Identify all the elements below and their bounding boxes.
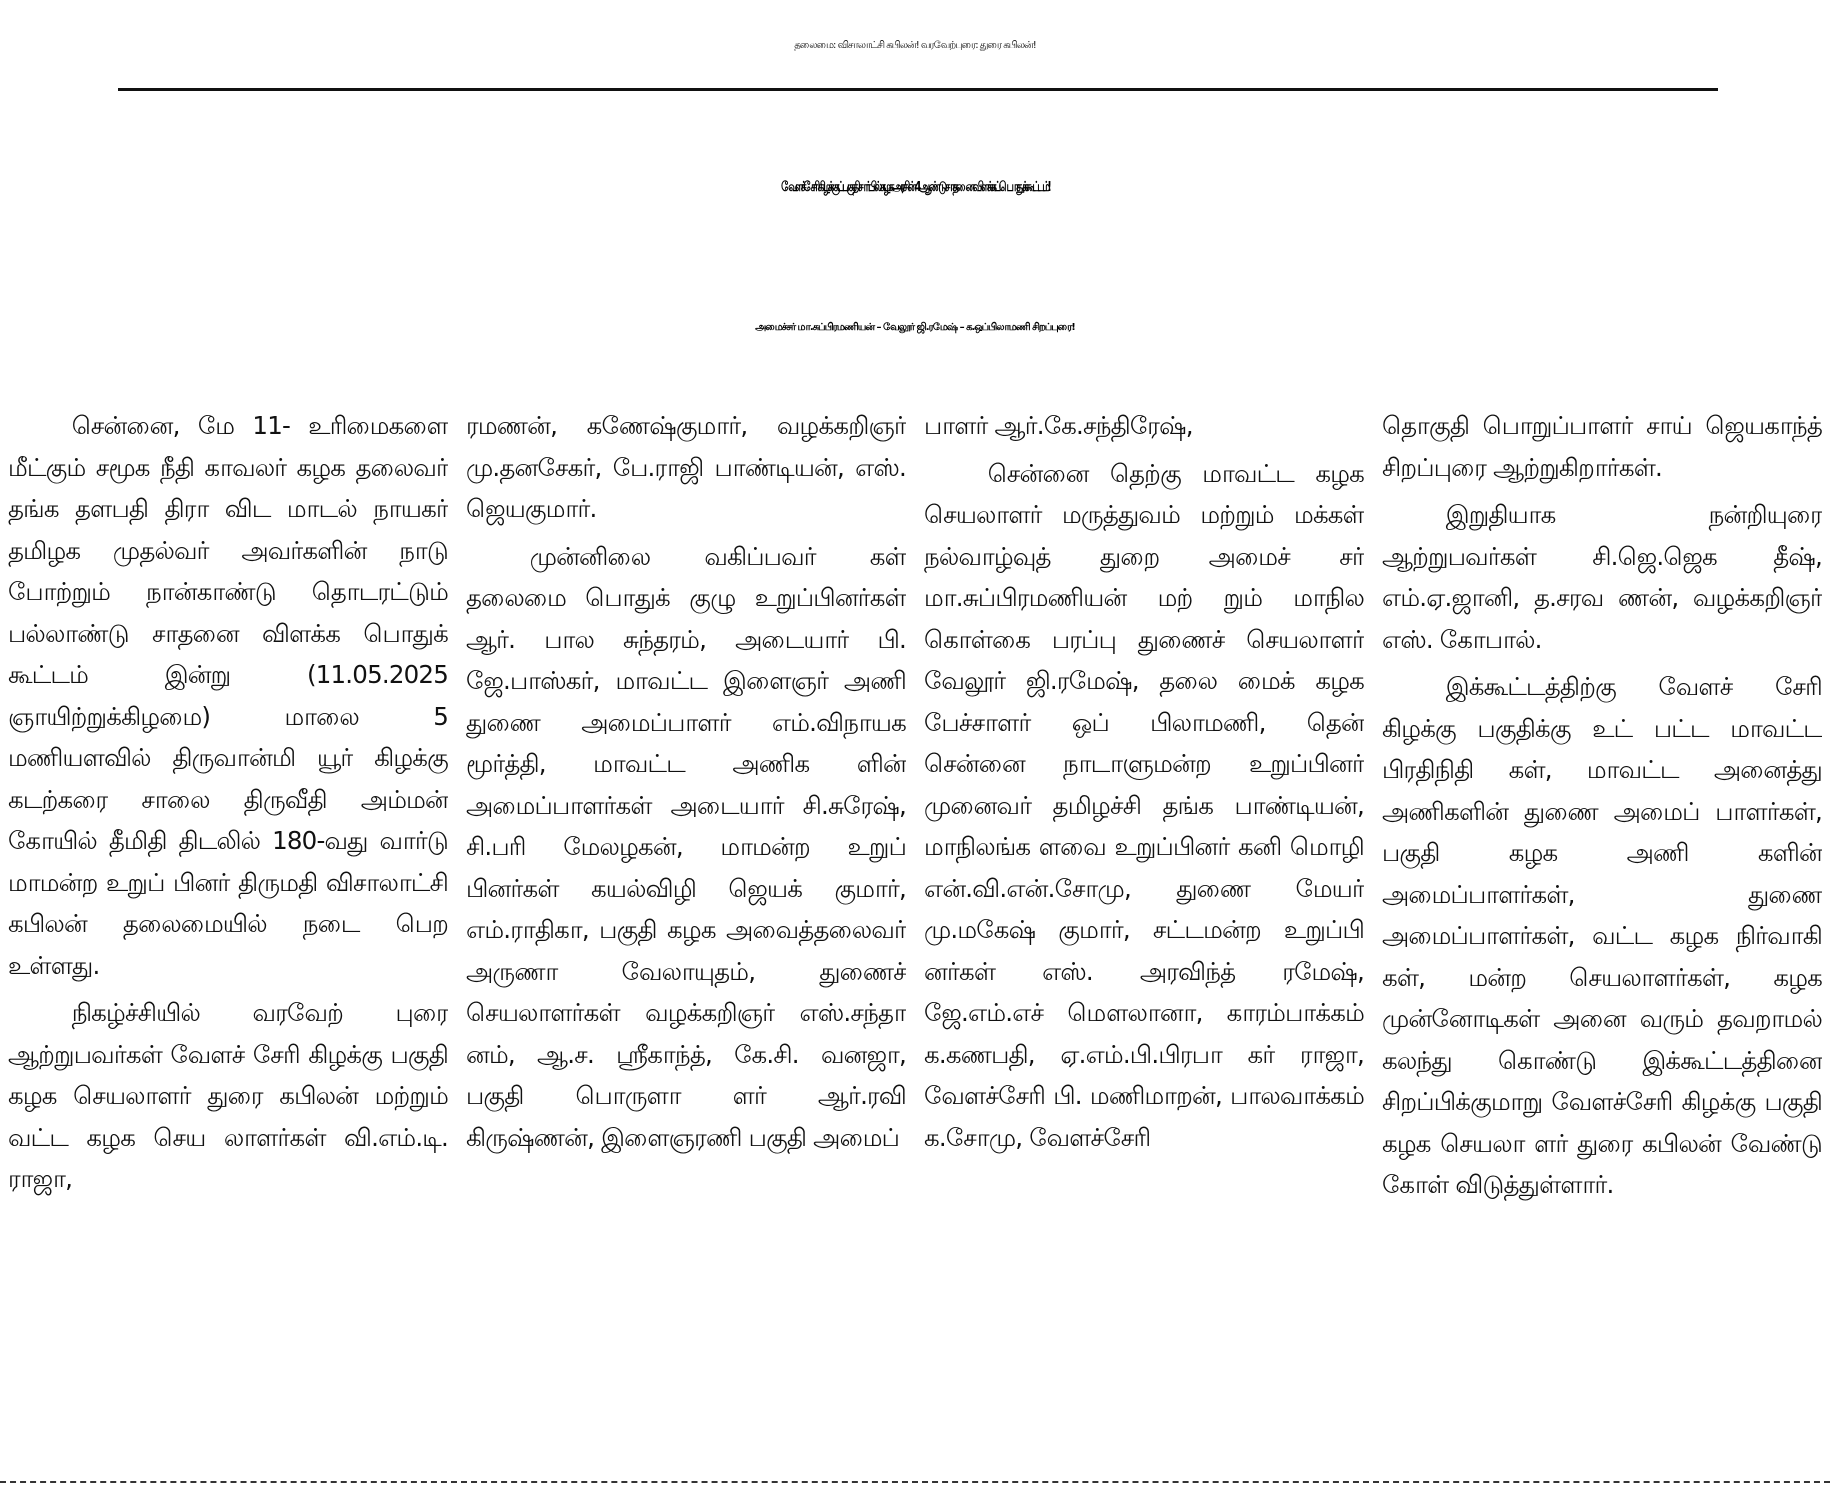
article-paragraph: தொகுதி பொறுப்பாளர் சாய் ஜெயகாந்த் சிறப்புரை ஆற்றுகிறார்கள். xyxy=(1382,411,1822,482)
article-column-1 xyxy=(8,405,448,1470)
article-column-4 xyxy=(1382,405,1822,1470)
article-paragraph: சென்னை, மே 11- உரிமைகளை மீட்கும் சமூக நீதி காவலர் கழக தலைவர் தங்க தளபதி திரா விட மாடல் நாயகர் தமிழக முதல்வர் அவர்களின் நாடு போற்றும் நான்காண்டு தொடரட்டும் பல்லாண்டு சாதனை விளக்க பொதுக் கூட்டம் இன்று (11.05.2025 ஞாயிற்றுக்கிழமை) மாலை 5 மணியளவில் திருவான்மி யூர் கிழக்கு கடற்கரை சாலை திருவீதி அம்மன் கோயில் தீமிதி திடலில் 180-வது வார்டு மாமன்ற உறுப் பினர் திருமதி விசாலாட்சி கபிலன் தலைமையில் நடை பெற உள்ளது. xyxy=(8,411,448,980)
article-paragraph: முன்னிலை வகிப்பவர் கள் தலைமை பொதுக் குழு உறுப்பினர்கள் ஆர். பால சுந்தரம், அடையார் பி. ஜே.பாஸ்கர், மாவட்ட இளைஞர் அணி துணை அமைப்பாளர் எம்.விநாயக மூர்த்தி, மாவட்ட அணிக ளின் அமைப்பாளர்கள் அடையார் சி.சுரேஷ், சி.பரி மேலழகன், மாமன்ற உறுப் பினர்கள் கயல்விழி ஜெயக் குமார், எம்.ராதிகா, பகுதி கழக அவைத்தலைவர் அருணா வேலாயுதம், துணைச் செயலாளர்கள் வழக்கறிஞர் எஸ்.சந்தா னம், ஆ.ச. ஸ்ரீகாந்த், கே.சி. வனஜா, பகுதி பொருளா ளர் ஆர்.ரவி கிருஷ்ணன், இளைஞரணி பகுதி அமைப் xyxy=(466,541,906,1152)
article-paragraph: இக்கூட்டத்திற்கு வேளச் சேரி கிழக்கு பகுதிக்கு உட் பட்ட மாவட்ட பிரதிநிதி கள், மாவட்ட அனைத்து அணிகளின் துணை அமைப் பாளர்கள், பகுதி கழக அணி களின் அமைப்பாளர்கள், துணை அமைப்பாளர்கள், வட்ட கழக நிர்வாகி கள், மன்ற செயலாளர்கள், கழக முன்னோடிகள் அனை வரும் தவறாமல் கலந்து கொண்டு இக்கூட்டத்தினை சிறப்பிக்குமாறு வேளச்சேரி கிழக்கு பகுதி கழக செயலா ளர் துரை கபிலன் வேண்டு கோள் விடுத்துள்ளார். xyxy=(1382,672,1822,1199)
article-column-2 xyxy=(466,405,906,1470)
article-paragraph: ரமணன், கணேஷ்குமார், வழக்கறிஞர் மு.தனசேகர், பே.ராஜி பாண்டியன், எஸ். ஜெயகுமார். xyxy=(466,411,906,523)
article-column-3 xyxy=(924,405,1364,1470)
article-paragraph: பாளர் ஆர்.கே.சந்திரேஷ், xyxy=(924,411,1193,440)
headline: வேளச்சேரி கிழக்குப் பகுதி சார்பில் கழக அரசின் 4 ஆண்டு சாதனை விளக்கப் பொதுக்கூட்டம்! xyxy=(781,180,1049,196)
kicker-line: தலைமை: விசாலாட்சி கபிலன்! வரவேற்புரை: துரை கபிலன்! xyxy=(794,40,1036,51)
kicker-underline xyxy=(118,88,1718,91)
article-paragraph: சென்னை தெற்கு மாவட்ட கழக செயலாளர் மருத்துவம் மற்றும் மக்கள் நல்வாழ்வுத் துறை அமைச் சர் மா.சுப்பிரமணியன் மற் றும் மாநில கொள்கை பரப்பு துணைச் செயலாளர் வேலூர் ஜி.ரமேஷ், தலை மைக் கழக பேச்சாளர் ஒப் பிலாமணி, தென் சென்னை நாடாளுமன்ற உறுப்பினர் முனைவர் தமிழச்சி தங்க பாண்டியன், மாநிலங்க ளவை உறுப்பினர் கனி மொழி என்.வி.என்.சோமு, துணை மேயர் மு.மகேஷ் குமார், சட்டமன்ற உறுப்பி னர்கள் எஸ். அரவிந்த் ரமேஷ், ஜே.எம்.எச் மௌலானா, காரம்பாக்கம் க.கணபதி, ஏ.எம்.பி.பிரபா கர் ராஜா, வேளச்சேரி பி. மணிமாறன், பாலவாக்கம் க.சோமு, வேளச்சேரி xyxy=(924,458,1364,1152)
bottom-divider xyxy=(0,1481,1830,1483)
article-paragraph: இறுதியாக நன்றியுரை ஆற்றுபவர்கள் சி.ஜெ.ஜெக தீஷ், எம்.ஏ.ஜானி, த.சரவ ணன், வழக்கறிஞர் எஸ். கோபால். xyxy=(1382,500,1822,654)
subheadline: அமைச்சர் மா.சுப்பிரமணியன் – வேலூர் ஜி.ரமேஷ் – க.ஒப்பிலாமணி சிறப்புரை! xyxy=(755,322,1075,333)
article-body xyxy=(8,405,1822,1470)
article-paragraph: நிகழ்ச்சியில் வரவேற் புரை ஆற்றுபவர்கள் வேளச் சேரி கிழக்கு பகுதி கழக செயலாளர் துரை கபிலன் மற்றும் வட்ட கழக செய லாளர்கள் வி.எம்.டி. ராஜா, xyxy=(8,998,448,1193)
